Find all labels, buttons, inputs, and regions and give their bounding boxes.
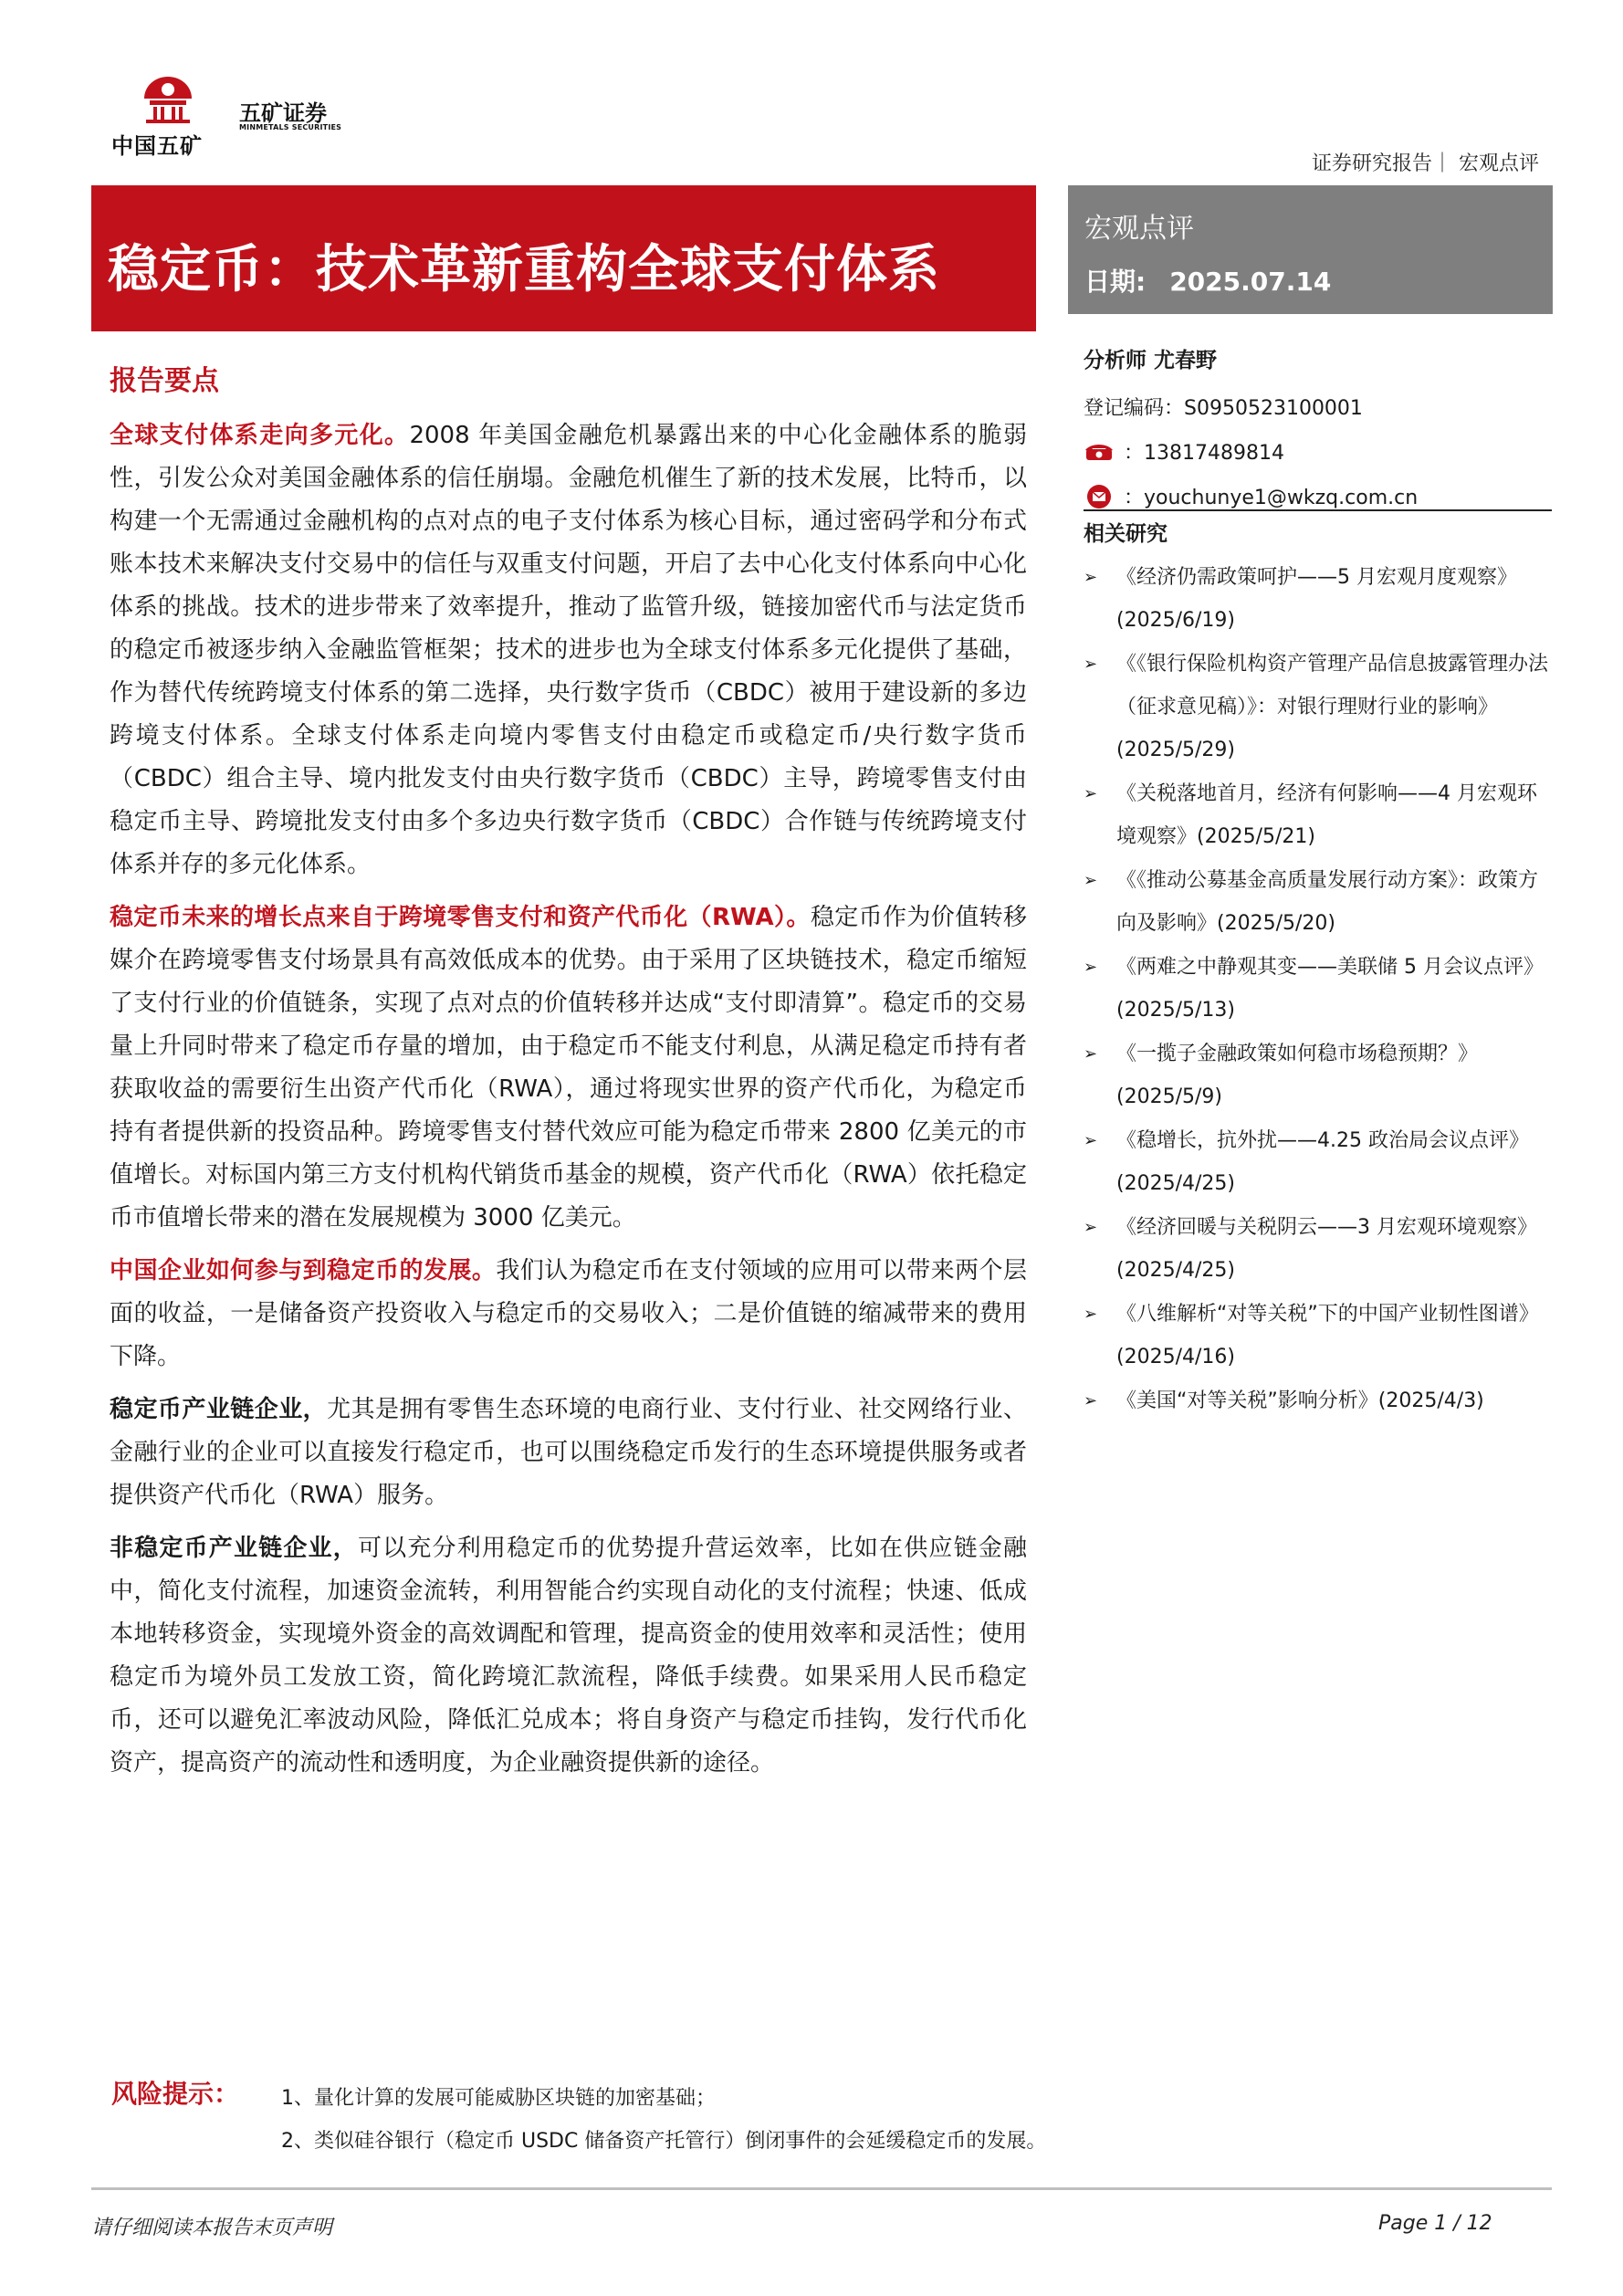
- email-address[interactable]: ：youchunye1@wkzq.com.cn: [1124, 487, 1419, 509]
- paragraph-lead: 稳定币产业链企业，: [110, 1396, 328, 1423]
- risk-item: 1、量化计算的发展可能威胁区块链的加密基础；: [281, 2087, 716, 2110]
- related-divider: [1084, 509, 1552, 511]
- footer-divider: [91, 2187, 1552, 2190]
- related-item[interactable]: ➢ 《关税落地首月，经济有何影响——4 月宏观环境观察》(2025/5/21): [1084, 772, 1552, 858]
- analyst-name: 分析师 尤春野: [1084, 349, 1218, 372]
- paragraph-lead: 全球支付体系走向多元化。: [110, 422, 410, 449]
- date-label: 日期:: [1084, 267, 1147, 297]
- related-item[interactable]: ➢ 《美国“对等关税”影响分析》(2025/4/3): [1084, 1379, 1552, 1422]
- report-category: 宏观点评: [1084, 213, 1194, 245]
- securities-name-cn: 五矿证券: [239, 100, 327, 126]
- company-logo: [111, 73, 349, 164]
- risk-list: [281, 2077, 1046, 2163]
- page-number: Page 1 / 12: [1378, 2212, 1492, 2235]
- related-item[interactable]: ➢ 《经济仍需政策呵护——5 月宏观月度观察》(2025/6/19): [1084, 556, 1552, 642]
- related-list: [1084, 556, 1552, 1422]
- related-item[interactable]: ➢ 《经济回暖与关税阴云——3 月宏观环境观察》(2025/4/25): [1084, 1206, 1552, 1292]
- phone-icon: [1084, 439, 1115, 465]
- related-item[interactable]: ➢ 《《银行保险机构资产管理产品信息披露管理办法（征求意见稿）》：对银行理财行业的影响》(2025/5/29): [1084, 643, 1552, 771]
- paragraph-2: [110, 896, 1027, 1240]
- footer-disclaimer: 请仔细阅读本报告末页声明: [91, 2217, 333, 2239]
- paragraph-body: 我们认为稳定币在支付领域的应用可以带来两个层面的收益，一是储备资产投资收入与稳定币的交易收入；二是价值链的缩减带来的费用下降。: [110, 1257, 1027, 1370]
- risk-label: 风险提示：: [111, 2079, 240, 2109]
- paragraph-lead: 非稳定币产业链企业，: [110, 1535, 358, 1562]
- category-band: [1068, 185, 1553, 314]
- report-title: 稳定币：技术革新重构全球支付体系: [108, 240, 940, 299]
- related-title: 相关研究: [1084, 522, 1168, 546]
- paragraph-body: 2008 年美国金融危机暴露出来的中心化金融体系的脆弱性，引发公众对美国金融体系的信任崩塌。金融危机催生了新的技术发展，比特币，以构建一个无需通过金融机构的点对点的电子支付体系为核心目标，通过密码学和分布式账本技术来解决支付交易中的信任与双重支付问题，开启了去中心化支付体系向中心化体系的挑战。技术的进步带来了效率提升，推动了监管升级，链接加密代币与法定货币的稳定币被逐步纳入金融监管框架；技术的进步也为全球支付体系多元化提供了基础，作为替代传统跨境支付体系的第二选择，央行数字货币（CBDC）被用于建设新的多边跨境支付体系。全球支付体系走向境内零售支付由稳定币或稳定币/央行数字货币（CBDC）组合主导、境内批发支付由央行数字货币（CBDC）主导，跨境零售支付由稳定币主导、跨境批发支付由多个多边央行数字货币（CBDC）合作链与传统跨境支付体系并存的多元化体系。: [110, 422, 1027, 878]
- date-value: 2025.07.14: [1169, 267, 1332, 297]
- analyst-panel: [1084, 340, 1552, 510]
- paragraph-1: [110, 414, 1027, 886]
- analyst-phone: [1084, 437, 1552, 466]
- related-item[interactable]: ➢ 《《推动公募基金高质量发展行动方案》：政策方向及影响》(2025/5/20): [1084, 859, 1552, 945]
- risk-item: 2、类似硅谷银行（稳定币 USDC 储备资产托管行）倒闭事件的会延缓稳定币的发展。: [281, 2130, 1047, 2153]
- paragraph-4: [110, 1389, 1027, 1517]
- group-name: 中国五矿: [111, 133, 203, 159]
- paragraph-3: [110, 1250, 1027, 1379]
- related-item[interactable]: ➢ 《八维解析“对等关税”下的中国产业韧性图谱》(2025/4/16): [1084, 1293, 1552, 1379]
- paragraph-lead: 中国企业如何参与到稳定币的发展。: [110, 1257, 497, 1284]
- related-research: [1084, 517, 1552, 1423]
- report-date: [1084, 262, 1331, 299]
- securities-name-en: MINMETALS SECURITIES: [239, 123, 342, 131]
- analyst-reg-no: 登记编码：S0950523100001: [1084, 397, 1363, 420]
- title-band: [91, 185, 1036, 331]
- main-content: [110, 358, 1027, 1795]
- related-item[interactable]: ➢ 《一揽子金融政策如何稳市场稳预期？》(2025/5/9): [1084, 1033, 1552, 1118]
- related-item[interactable]: ➢ 《稳增长，抗外扰——4.25 政治局会议点评》(2025/4/25): [1084, 1119, 1552, 1205]
- report-type: 证券研究报告｜ 宏观点评: [1312, 152, 1539, 175]
- company-logo-icon: [137, 73, 199, 124]
- phone-number: ：13817489814: [1124, 442, 1284, 465]
- section-title: 报告要点: [110, 365, 219, 397]
- paragraph-body: 稳定币作为价值转移媒介在跨境零售支付场景具有高效低成本的优势。由于采用了区块链技术，稳定币缩短了支付行业的价值链条，实现了点对点的价值转移并达成“支付即清算”。稳定币的交易量上升同时带来了稳定币存量的增加，由于稳定币不能支付利息，从满足稳定币持有者获取收益的需要衍生出资产代币化（RWA），通过将现实世界的资产代币化，为稳定币持有者提供新的投资品种。跨境零售支付替代效应可能为稳定币带来 2800 亿美元的市值增长。对标国内第三方支付机构代销货币基金的规模，资产代币化（RWA）依托稳定币市值增长带来的潜在发展规模为 3000 亿美元。: [110, 904, 1027, 1232]
- paragraph-lead: 稳定币未来的增长点来自于跨境零售支付和资产代币化（RWA）。: [110, 904, 811, 931]
- email-icon: [1084, 484, 1115, 509]
- paragraph-body: 尤其是拥有零售生态环境的电商行业、支付行业、社交网络行业、金融行业的企业可以直接发行稳定币，也可以围绕稳定币发行的生态环境提供服务或者提供资产代币化（RWA）服务。: [110, 1396, 1027, 1509]
- paragraph-body: 可以充分利用稳定币的优势提升营运效率，比如在供应链金融中，简化支付流程，加速资金流转，利用智能合约实现自动化的支付流程；快速、低成本地转移资金，实现境外资金的高效调配和管理，提高资金的使用效率和灵活性；使用稳定币为境外员工发放工资，简化跨境汇款流程，降低手续费。如果采用人民币稳定币，还可以避免汇率波动风险，降低汇兑成本；将自身资产与稳定币挂钩，发行代币化资产，提高资产的流动性和透明度，为企业融资提供新的途径。: [110, 1535, 1027, 1777]
- analyst-email: [1084, 482, 1552, 510]
- related-item[interactable]: ➢ 《两难之中静观其变——美联储 5 月会议点评》(2025/5/13): [1084, 946, 1552, 1032]
- paragraph-5: [110, 1527, 1027, 1785]
